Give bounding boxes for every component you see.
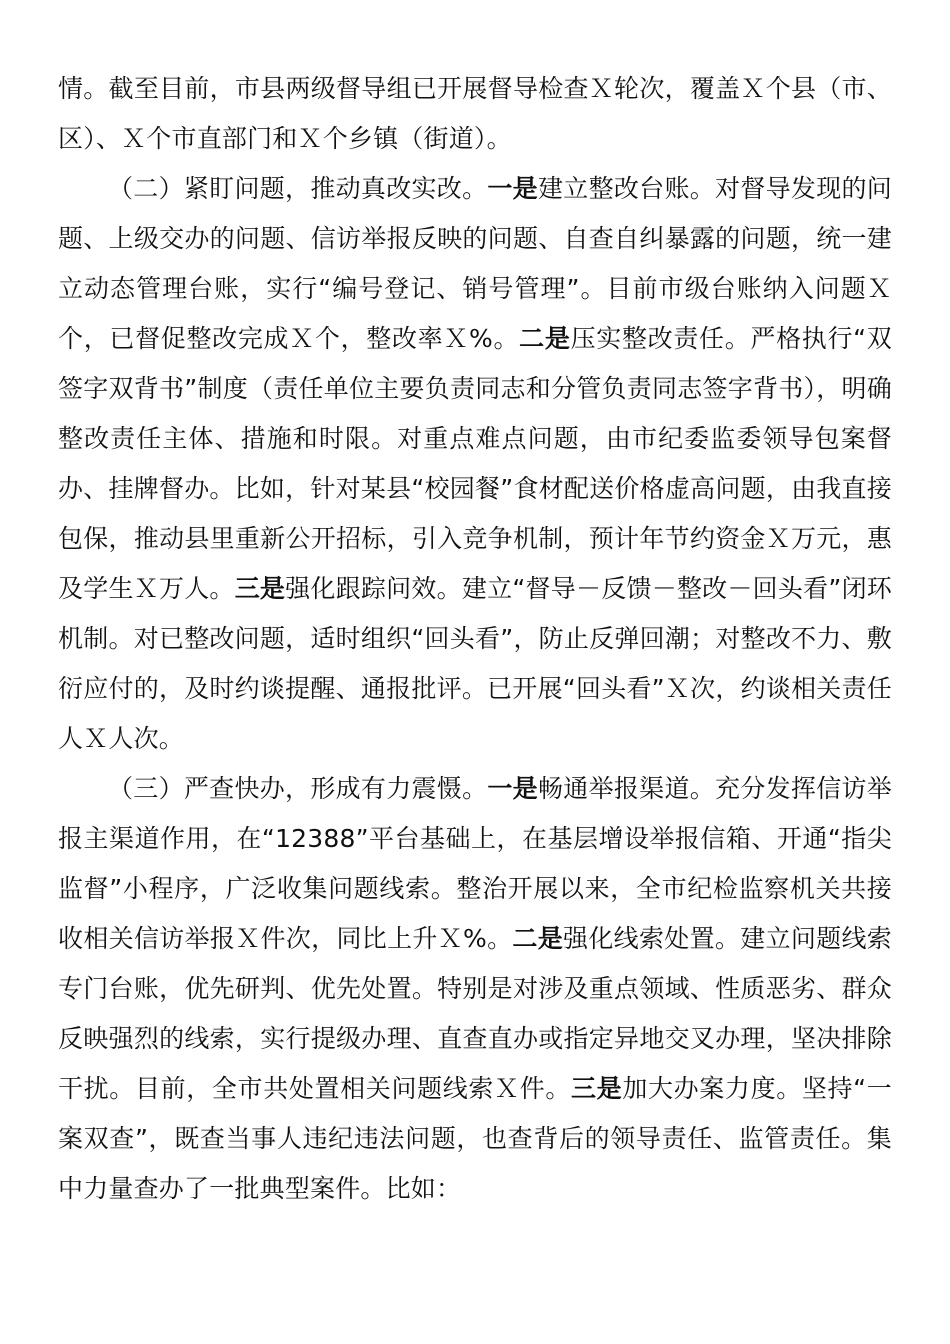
bold-marker: 一是: [487, 774, 538, 803]
paragraph-section-three: [58, 764, 892, 1214]
paragraph-text: 压实整改责任。严格执行“双签字双背书”制度（责任单位主要负责同志和分管负责同志签字背书），明确整改责任主体、措施和时限。对重点难点问题，由市纪委监委领导包案督办、挂牌督办。比如，针对某县“校园餐”食材配送价格虚高问题，由我直接包保，推动县里重新公开招标，引入竞争机制，预计年节约资金Ｘ万元，惠及学生Ｘ万人。: [58, 324, 892, 603]
section-heading: （二）紧盯问题，推动真改实改。: [108, 174, 488, 203]
paragraph-continuation: [58, 64, 892, 164]
paragraph-text: 加大办案力度。坚持“一案双查”，既查当事人违纪违法问题，也查背后的领导责任、监管责任。集中力量查办了一批典型案件。比如：: [58, 1074, 892, 1203]
paragraph-section-two: [58, 164, 892, 764]
bold-marker: 二是: [512, 924, 564, 953]
paragraph-text: 建立整改台账。对督导发现的问题、上级交办的问题、信访举报反映的问题、自查自纠暴露的问题，统一建立动态管理台账，实行“编号登记、销号管理”。目前市级台账纳入问题Ｘ个，已督促整改完成Ｘ个，整改率Ｘ%。: [58, 174, 892, 353]
paragraph-text: 畅通举报渠道。充分发挥信访举报主渠道作用，在“12388”平台基础上，在基层增设举报信箱、开通“指尖监督”小程序，广泛收集问题线索。整治开展以来，全市纪检监察机关共接收相关信访举报Ｘ件次，同比上升Ｘ%。: [58, 774, 892, 953]
section-heading: （三）严查快办，形成有力震慑。: [108, 774, 488, 803]
paragraph-text: 强化线索处置。建立问题线索专门台账，优先研判、优先处置。特别是对涉及重点领域、性质恶劣、群众反映强烈的线索，实行提级办理、直查直办或指定异地交叉办理，坚决排除干扰。目前，全市共处置相关问题线索Ｘ件。: [58, 924, 893, 1103]
bold-marker: 一是: [487, 174, 538, 203]
bold-marker: 三是: [234, 574, 286, 603]
paragraph-text: 情。截至目前，市县两级督导组已开展督导检查Ｘ轮次，覆盖Ｘ个县（市、区）、Ｘ个市直部门和Ｘ个乡镇（街道）。: [58, 74, 892, 153]
paragraph-text: 强化跟踪问效。建立“督导－反馈－整改－回头看”闭环机制。对已整改问题，适时组织“回头看”，防止反弹回潮；对整改不力、敷衍应付的，及时约谈提醒、通报批评。已开展“回头看”Ｘ次，约谈相关责任人Ｘ人次。: [58, 574, 893, 753]
document-body: [58, 64, 892, 1214]
bold-marker: 三是: [571, 1074, 623, 1103]
bold-marker: 二是: [519, 324, 571, 353]
